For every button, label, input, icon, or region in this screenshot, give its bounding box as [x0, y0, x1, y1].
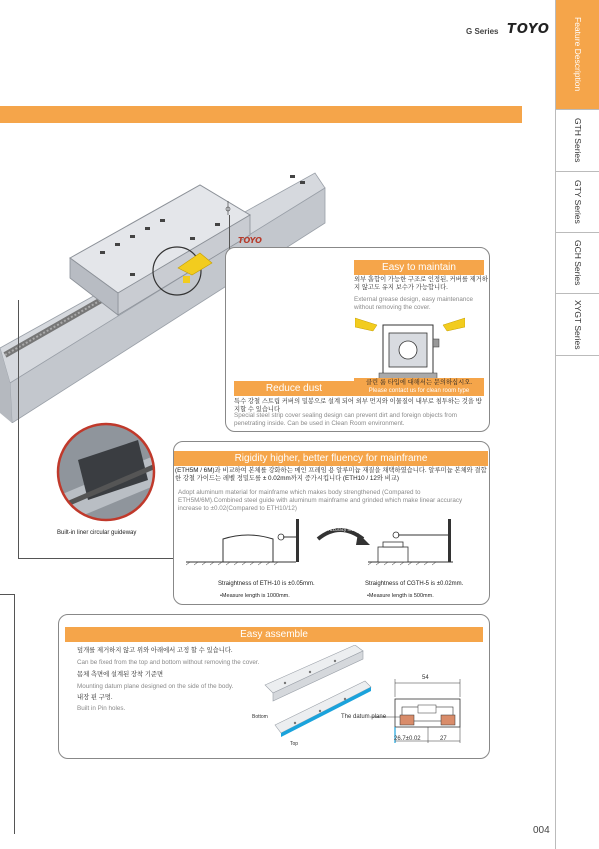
right-straightness-caption: Straightness of CGTH-5 is ±0.02mm.: [365, 581, 464, 587]
rigidity-korean: (ETH5M / 6M)과 비교하여 본체를 강화하는 메인 프레임 용 알루미늄 재질을 채택하였습니다. 알루미늄 본체와 결합한 강철 가이드는 레벨 정밀도를 ± 0.02mm까지 증가시킵니다 (ETH10 / 12와 비교): [175, 467, 487, 482]
assemble-line2-korean: 몸체 측면에 설계된 장착 기준면: [77, 671, 164, 678]
section-header-bar: [0, 106, 522, 123]
assemble-line3-korean: 내장 핀 구멍.: [77, 694, 113, 701]
label-bottom: Bottom: [252, 714, 268, 720]
easy-maintain-title: Easy to maintain: [354, 260, 484, 275]
assemble-line1-korean: 덮개를 제거하지 않고 위와 아래에서 고정 할 수 있습니다.: [77, 647, 233, 654]
connector-line: [14, 594, 15, 834]
cover-cross-section-diagram: [355, 313, 465, 383]
assemble-line2-english: Mounting datum plane designed on the side of the body.: [77, 683, 234, 690]
inset-caption: Built-in liner circular guideway: [57, 530, 137, 536]
tab-xygt-series[interactable]: XYGT Series: [556, 294, 599, 356]
right-measure-note: •Measure length is 500mm.: [367, 593, 434, 599]
tab-gch-series[interactable]: GCH Series: [556, 233, 599, 294]
rigidity-title: Rigidity higher, better fluency for mainframe: [174, 451, 488, 466]
series-label: G Series: [466, 27, 499, 36]
brand-logo: TOYO: [507, 22, 550, 37]
guideway-inset-image: [48, 420, 168, 530]
datum-plane-label: The datum plane: [341, 714, 387, 720]
rigidity-english: Adopt aluminum material for mainframe which makes body strengthened (Compared to ETH5M/6M).Combined steel guide with aluminum mainframe and grinded which make linear accuracy increase to ±0.02(Compared to ETH10/12): [178, 489, 463, 512]
reduce-dust-english: Special steel strip cover sealing design can prevent dirt and foreign objects from penetrating inside. Can be used in Clean Room environment.: [234, 412, 457, 427]
page-number: 004: [533, 825, 550, 836]
connector-line: [0, 594, 14, 595]
rail-brand: TOYO: [238, 236, 262, 245]
assemble-line1-english: Can be fixed from the top and bottom without removing the cover.: [77, 659, 260, 666]
dimension-27: 27: [440, 736, 447, 742]
connector-line: [18, 300, 19, 558]
tab-gth-series[interactable]: GTH Series: [556, 110, 599, 172]
easy-maintain-korean: 외부 흡합이 가능한 구조로 인정된, 커버를 제거하지 않고도 유지 보수가 가능합니다.: [354, 276, 488, 291]
tab-gty-series[interactable]: GTY Series: [556, 172, 599, 233]
clean-room-note-korean: 클린 룸 타입에 대해서는 문의하십시오.: [365, 379, 473, 386]
assemble-line3-english: Built in Pin holes.: [77, 705, 126, 712]
series-tab-strip: [555, 0, 599, 849]
label-top: Top: [290, 741, 299, 747]
straightness-measurement-diagram: [178, 517, 488, 582]
tab-feature-description[interactable]: Feature Description: [556, 0, 599, 110]
reduce-dust-korean: 특수 강철 스트립 커버의 밀봉으로 설계 되어 외부 먼지와 이물질이 내부로 침투하는 것을 방지할 수 있습니다: [234, 398, 482, 413]
easy-maintain-english: External grease design, easy maintenance without removing the cover.: [354, 296, 474, 311]
accuracy-arrow-label: Accuracy Increase: [328, 527, 365, 532]
dimension-26-7: 26.7±0.02: [394, 736, 421, 742]
left-straightness-caption: Straightness of ETH-10 is ±0.05mm.: [218, 581, 315, 587]
connector-line: [18, 558, 173, 559]
dimension-54: 54: [422, 675, 429, 681]
clean-room-note-english: Please contact us for clean room type: [368, 388, 470, 394]
reduce-dust-title: Reduce dust: [234, 381, 354, 396]
left-measure-note: •Measure length is 1000mm.: [220, 593, 290, 599]
easy-assemble-title: Easy assemble: [65, 627, 483, 642]
